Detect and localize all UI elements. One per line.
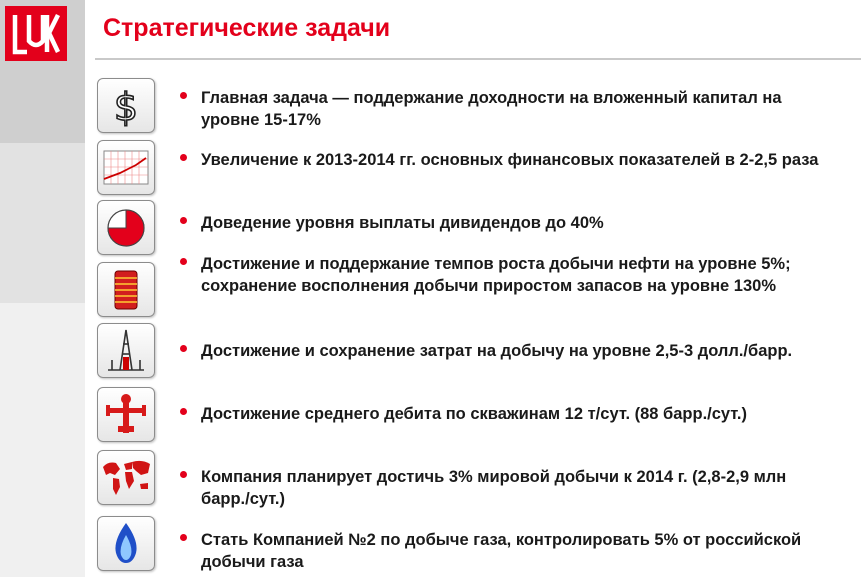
growth-chart-icon	[97, 140, 155, 195]
bullet	[180, 258, 187, 265]
oil-barrel-icon	[97, 262, 155, 317]
task-text: Стать Компанией №2 по добыче газа, контролировать 5% от российской добычи газа	[201, 531, 802, 571]
sidebar-stripe	[0, 0, 85, 577]
slide-title: Стратегические задачи	[103, 14, 391, 42]
task-text: Компания планирует достичь 3% мировой добычи к 2014 г. (2,8-2,9 млн барр./сут.)	[201, 468, 787, 508]
bullet	[180, 471, 187, 478]
task-text: Главная задача — поддержание доходности на вложенный капитал на уровне 15-17%	[201, 89, 782, 129]
gas-flame-icon	[97, 516, 155, 571]
dollar-icon	[97, 78, 155, 133]
pie-chart-icon	[97, 200, 155, 255]
sidebar-band	[0, 143, 85, 303]
task-text: Доведение уровня выплаты дивидендов до 40%	[201, 214, 604, 232]
task-text: Достижение среднего дебита по скважинам 12 т/сут. (88 барр./сут.)	[201, 405, 748, 423]
task-text: Достижение и поддержание темпов роста добычи нефти на уровне 5%; сохранение восполнения добычи приростом запасов на уровне 130%	[201, 255, 791, 295]
oil-rig-icon	[97, 323, 155, 378]
wellhead-icon	[97, 387, 155, 442]
bullet	[180, 345, 187, 352]
bullet	[180, 408, 187, 415]
bullet	[180, 217, 187, 224]
lukoil-logo	[5, 6, 67, 61]
world-map-icon	[97, 450, 155, 505]
svg-text:$: $	[113, 85, 139, 129]
task-text: Увеличение к 2013-2014 гг. основных финансовых показателей в 2-2,5 раза	[201, 151, 819, 169]
bullet	[180, 92, 187, 99]
title-divider	[95, 58, 861, 60]
task-text: Достижение и сохранение затрат на добычу на уровне 2,5-3 долл./барр.	[201, 342, 793, 360]
sidebar-band	[0, 303, 85, 577]
bullet	[180, 154, 187, 161]
bullet	[180, 534, 187, 541]
